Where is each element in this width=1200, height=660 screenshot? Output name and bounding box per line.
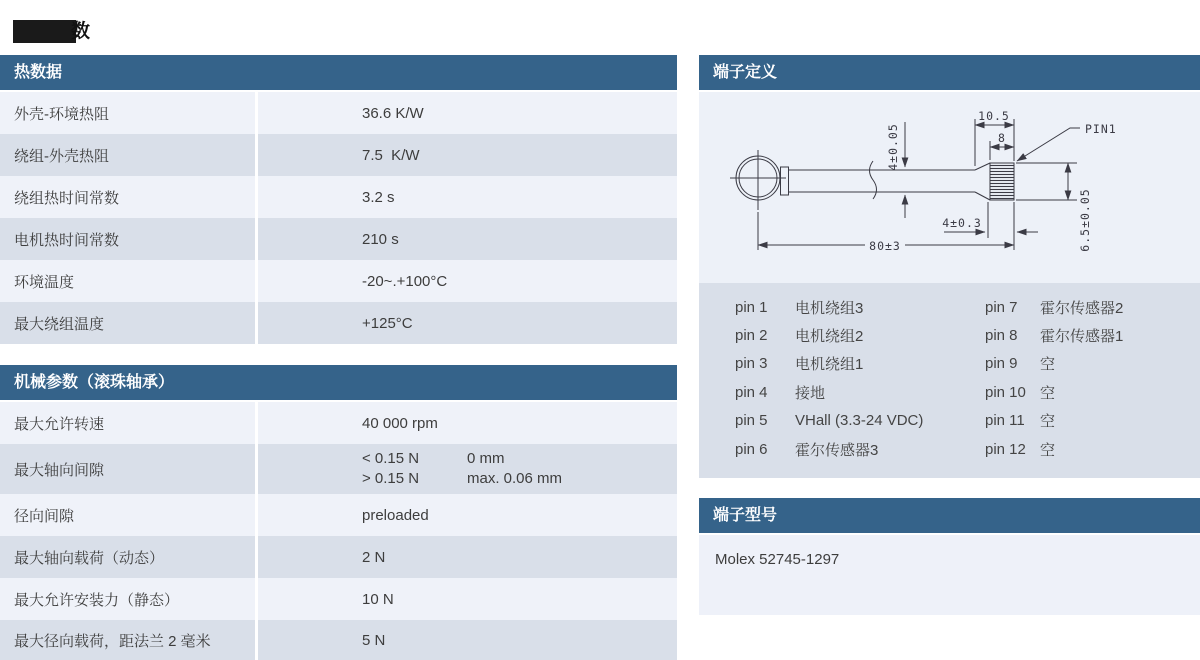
terminal-model-value: Molex 52745-1297 <box>715 551 840 568</box>
pin-row <box>735 378 985 406</box>
dim-text-6-5: 6.5±0.05 <box>1078 188 1092 252</box>
pin-row <box>985 293 1123 321</box>
table-row <box>0 92 677 134</box>
pin-number: pin 8 <box>985 327 1018 345</box>
pin-number: pin 2 <box>735 327 768 345</box>
row-label: 电机热时间常数 <box>0 218 258 260</box>
row-label: 最大轴向载荷（动态） <box>0 536 258 578</box>
row-value: 5 N <box>362 631 386 649</box>
pin-function: VHall (3.3-24 VDC) <box>795 412 924 430</box>
pin-function: 空 <box>1040 413 1056 431</box>
row-label: 径向间隙 <box>0 494 258 536</box>
row-label: 环境温度 <box>0 260 258 302</box>
pin-row <box>735 293 985 321</box>
pin-function: 接地 <box>795 384 826 402</box>
table-row <box>0 176 677 218</box>
row-value: 2 N <box>362 548 386 566</box>
pin-function: 空 <box>1040 384 1056 402</box>
pin-number: pin 7 <box>985 298 1018 316</box>
pin-function: 霍尔传感器1 <box>1040 328 1124 346</box>
pin-function: 霍尔传感器2 <box>1040 299 1124 317</box>
row-label: 最大绕组温度 <box>0 302 258 344</box>
terminal-definition-header: 端子定义 <box>699 55 1200 90</box>
pin-number: pin 6 <box>735 440 768 458</box>
dim-text-4-03: 4±0.3 <box>942 216 982 230</box>
pin1-label: PIN1 <box>1085 122 1117 136</box>
pin-row <box>985 435 1123 463</box>
pin-column-right <box>985 293 1123 478</box>
motor-cable-drawing <box>699 92 1200 283</box>
row-label: 最大径向载荷，距法兰 2 毫米 <box>0 620 258 660</box>
table-row <box>0 444 677 494</box>
row-label: 最大允许转速 <box>0 402 258 444</box>
dim-text-10-5: 10.5 <box>978 109 1010 123</box>
condition-text: < 0.15 N <box>362 450 420 467</box>
mechanical-section-header: 机械参数（滚珠轴承） <box>0 365 677 400</box>
condition-value: max. 0.06 mm <box>467 470 563 487</box>
row-value: 3.2 s <box>362 188 395 206</box>
pin-assignment-list <box>699 283 1200 478</box>
condition-value: 0 mm <box>467 450 505 467</box>
cable-collar <box>781 167 789 195</box>
pin-number: pin 3 <box>735 355 768 373</box>
table-row <box>0 134 677 176</box>
pin-row <box>735 435 985 463</box>
pin-number: pin 10 <box>985 383 1026 401</box>
row-value: -20~.+100°C <box>362 272 448 290</box>
table-row <box>0 536 677 578</box>
pin-row <box>735 321 985 349</box>
row-value: preloaded <box>362 506 429 524</box>
dim-text-4-005: 4±0.05 <box>886 123 900 171</box>
pin-row <box>735 407 985 435</box>
table-row <box>0 494 677 536</box>
pin-function: 空 <box>1040 356 1056 374</box>
table-row <box>0 260 677 302</box>
pin-function: 电机绕组1 <box>795 356 864 374</box>
page-title <box>13 18 90 44</box>
row-value: 36.6 K/W <box>362 104 424 122</box>
pin1-leader-line <box>1017 128 1080 161</box>
pin-number: pin 5 <box>735 412 768 430</box>
table-row <box>0 578 677 620</box>
pin-row <box>985 321 1123 349</box>
row-value: 10 N <box>362 590 394 608</box>
pin-function: 空 <box>1040 441 1056 459</box>
row-value: +125°C <box>362 314 413 332</box>
row-value: 7.5 K/W <box>362 146 420 164</box>
pin-function: 电机绕组3 <box>795 299 864 317</box>
table-row <box>0 302 677 344</box>
pin-function: 电机绕组2 <box>795 328 864 346</box>
table-row <box>0 218 677 260</box>
row-label: 外壳-环境热阻 <box>0 92 258 134</box>
table-row <box>0 620 677 660</box>
table-row <box>0 402 677 444</box>
cable-break-symbol <box>870 161 877 199</box>
row-label: 绕组-外壳热阻 <box>0 134 258 176</box>
thermal-section <box>0 55 677 344</box>
thermal-section-header: 热数据 <box>0 55 677 90</box>
pin-column-left <box>735 293 985 478</box>
terminal-model-value-box <box>699 535 1200 615</box>
pin-row <box>985 407 1123 435</box>
pin-row <box>985 350 1123 378</box>
dim-text-80: 80±3 <box>869 239 901 253</box>
taper-top <box>975 163 990 170</box>
pin-row <box>985 378 1123 406</box>
row-value <box>258 449 677 489</box>
redacted-title-block <box>13 20 76 43</box>
pin-number: pin 11 <box>985 412 1025 430</box>
row-label: 绕组热时间常数 <box>0 176 258 218</box>
taper-bottom <box>975 192 990 200</box>
connector-drawing <box>699 92 1200 283</box>
connector-pin-strip <box>990 163 1014 200</box>
terminal-model-header: 端子型号 <box>699 498 1200 533</box>
row-label: 最大轴向间隙 <box>0 444 258 494</box>
condition-text: > 0.15 N <box>362 470 420 487</box>
mechanical-section <box>0 365 677 660</box>
pin-number: pin 12 <box>985 440 1026 458</box>
page-title-visible-char: 数 <box>71 20 91 42</box>
pin-number: pin 4 <box>735 383 768 401</box>
row-value: 210 s <box>362 230 399 248</box>
row-value: 40 000 rpm <box>362 414 438 432</box>
pin-number: pin 9 <box>985 355 1018 373</box>
pin-number: pin 1 <box>735 298 768 316</box>
pin-row <box>735 350 985 378</box>
dim-text-8: 8 <box>998 131 1006 145</box>
pin-function: 霍尔传感器3 <box>795 441 879 459</box>
row-label: 最大允许安装力（静态） <box>0 578 258 620</box>
